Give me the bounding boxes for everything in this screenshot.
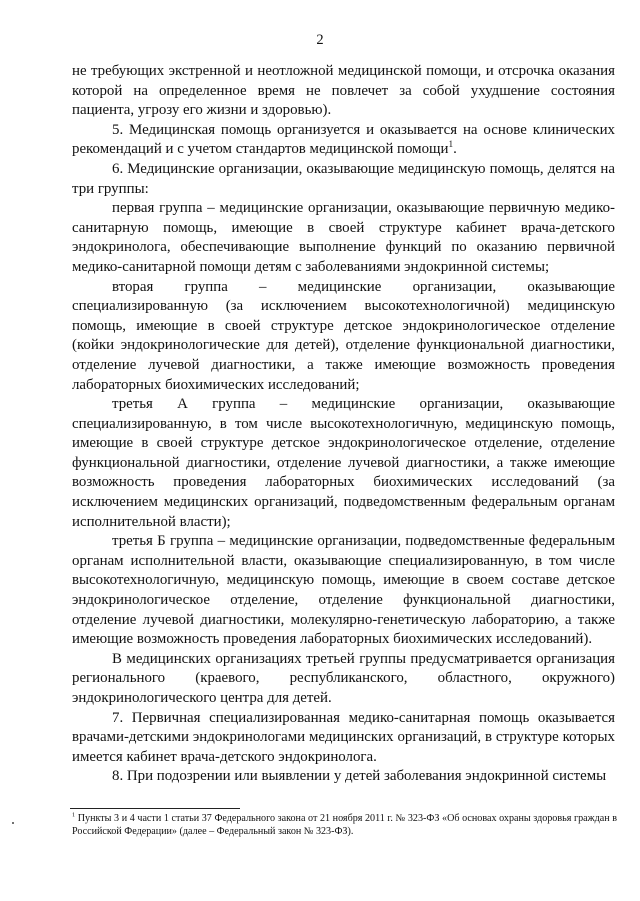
paragraph-continuation: не требующих экстренной и неотложной медицинской помощи, и отсрочка оказания которой на определенное время не повлечет за собой ухудшение состояния пациента, угрозу его жизни и здоровью). <box>72 63 615 119</box>
page-number: 2 <box>316 32 324 48</box>
footnote-text: Пункты 3 и 4 части 1 статьи 37 Федерального закона от 21 ноября 2011 г. № 323-ФЗ «Об основах охраны здоровья граждан в Российской Федерации» (далее – Федеральный закон № 323-ФЗ). <box>72 813 617 838</box>
paragraph-regional-center: В медицинских организациях третьей группы предусматривается организация регионального (краевого, республиканского, областного, окружного) эндокринологического центра для детей. <box>72 650 615 706</box>
paragraph-item-6: 6. Медицинские организации, оказывающие медицинскую помощь, делятся на три группы: <box>72 160 615 197</box>
footnote-marker: 1 <box>72 811 76 819</box>
paragraph-group-2: вторая группа – медицинские организации, оказывающие специализированную (за исключением высокотехнологичной) медицинскую помощь, имеющие в своей структуре детское эндокринологическое отделение (койки эндокринологические для детей), отделение функциональной диагностики, отделение лучевой диагностики, а также имеющие возможность проведения лабораторных биохимических исследований; <box>72 278 615 393</box>
paragraph-group-3a: третья А группа – медицинские организации, оказывающие специализированную, в том числе высокотехнологичную, медицинскую помощь, имеющие в своей структуре детское эндокринологическое отделение, отделение функциональной диагностики, отделение лучевой диагностики, а также имеющие возможность проведения лабораторных биохимических исследований (за исключением медицинских организаций, подведомственным федеральным органам исполнительной власти); <box>72 396 615 530</box>
paragraph-item-8: 8. При подозрении или выявлении у детей заболевания эндокринной системы <box>112 768 607 785</box>
footnote <box>72 812 617 839</box>
paragraph-text: 5. Медицинская помощь организуется и оказывается на основе клинических рекомендаций и с учетом стандартов медицинской помощи <box>72 121 615 158</box>
footnote-reference[interactable]: 1 <box>448 139 454 150</box>
footnote-separator <box>70 808 240 809</box>
scan-speck <box>12 822 14 824</box>
paragraph-punctuation: . <box>453 141 457 158</box>
paragraph-item-7: 7. Первичная специализированная медико-санитарная помощь оказывается врачами-детскими эндокринологами медицинских организаций, в структуре которых имеется кабинет врача-детского эндокринолога. <box>72 709 615 765</box>
paragraph-group-1: первая группа – медицинские организации, оказывающие первичную медико-санитарную помощь, имеющие в своей структуре кабинет врача-детского эндокринолога, обеспечивающие выполнение функций по оказанию первичной медико-санитарной помощи детям с заболеваниями эндокринной системы; <box>72 200 615 275</box>
document-body <box>72 62 615 787</box>
paragraph-item-5 <box>72 121 615 160</box>
paragraph-group-3b: третья Б группа – медицинские организации, подведомственные федеральным органам исполнительной власти, оказывающие специализированную, в том числе высокотехнологичную, медицинскую помощь, имеющие в своем составе детское эндокринологическое отделение, отделение функциональной диагностики, отделение лучевой диагностики, молекулярно-генетическую лабораторию, а также имеющие возможность проведения лабораторных биохимических исследований). <box>72 533 615 648</box>
